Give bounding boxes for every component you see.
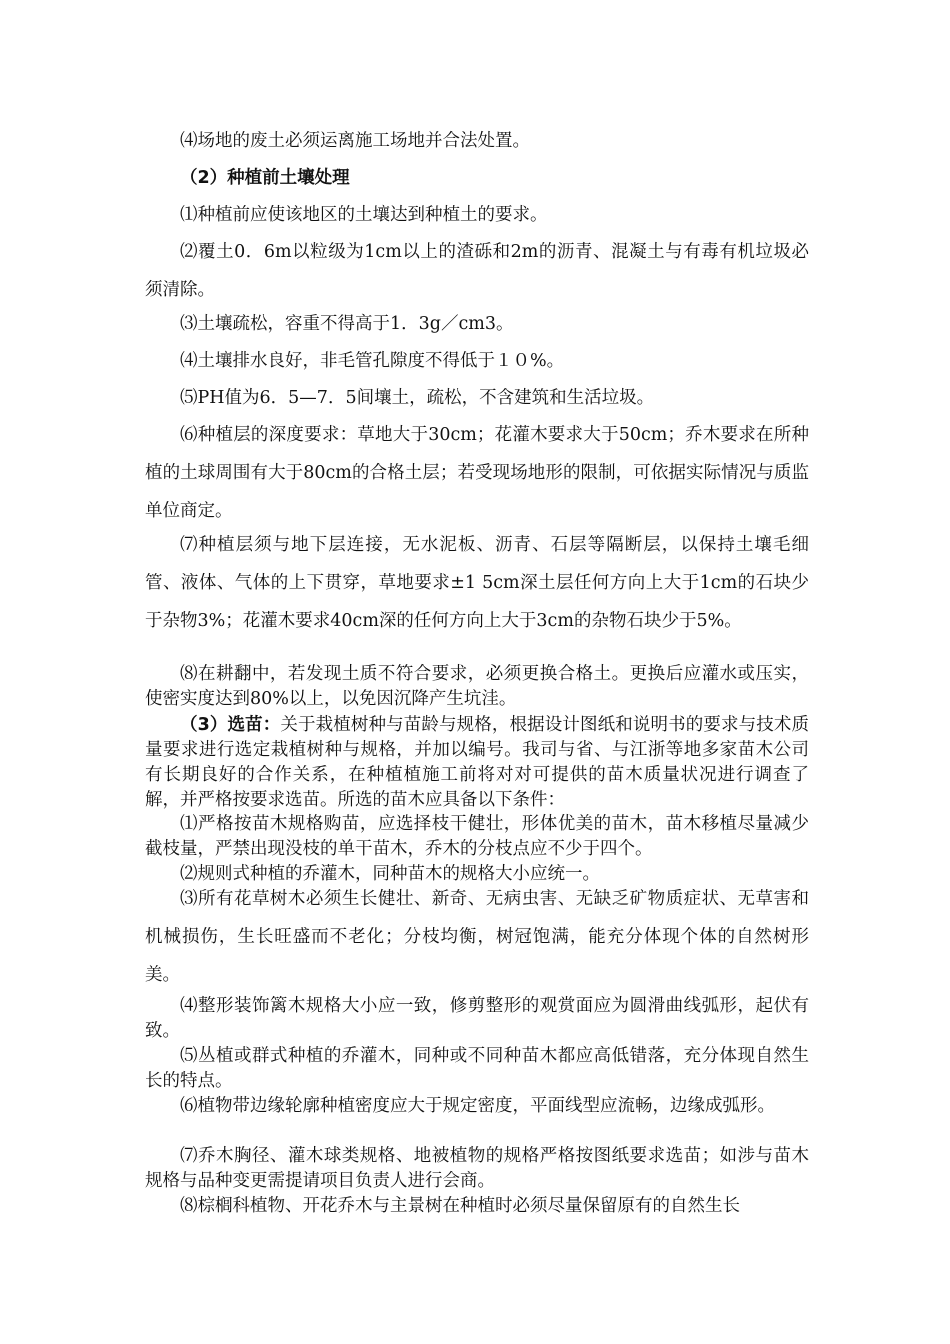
paragraph-planting-layer: ⑺种植层须与地下层连接，无水泥板、沥青、石层等隔断层，以保持土壤毛细管、液体、气体的上下贯穿，草地要求±1 5cm深土层任何方向上大于1cm的石块少于杂物3%；花灌木要求40cm深的任何方向上大于3cm的杂物石块少于5%。 <box>145 535 809 631</box>
paragraph-cluster-planting: ⑸丛植或群式种植的乔灌木，同种或不同种苗木都应高低错落，充分体现自然生长的特点。 <box>145 1046 809 1091</box>
paragraph-soil-requirement: ⑴种植前应使该地区的土壤达到种植土的要求。 <box>180 205 548 225</box>
paragraph-palm-trees: ⑻棕榈科植物、开花乔木与主景树在种植时必须尽量保留原有的自然生长 <box>180 1196 740 1216</box>
seedling-selection-text: 关于栽植树种与苗龄与规格，根据设计图纸和说明书的要求与技术质量要求进行选定栽植树种与规格，并加以编号。我司与省、与江浙等地多家苗木公司有长期良好的合作关系，在种植植施工前将对对可提供的苗木质量状况进行调查了解，并严格按要求选苗。所选的苗木应具备以下条件： <box>145 715 809 810</box>
section-heading-soil-treatment: （2）种植前土壤处理 <box>180 168 350 188</box>
section-heading-seedling-selection: （3）选苗： <box>180 715 281 735</box>
paragraph-soil-density: ⑶土壤疏松，容重不得高于1．3g／cm3。 <box>180 314 514 334</box>
section-seedling-selection <box>145 713 809 813</box>
paragraph-soil-ph: ⑸PH值为6．5—7．5间壤土，疏松，不含建筑和生活垃圾。 <box>180 388 655 408</box>
paragraph-waste-soil: ⑷场地的废土必须运离施工场地并合法处置。 <box>180 131 530 151</box>
paragraph-soil-drainage: ⑷土壤排水良好，非毛管孔隙度不得低于１０%。 <box>180 351 565 371</box>
paragraph-topsoil-clearing: ⑵覆土0．6m以粒级为1cm以上的渣砾和2m的沥青、混凝土与有毒有机垃圾必须清除。 <box>145 242 809 300</box>
paragraph-uniform-spec: ⑵规则式种植的乔灌木，同种苗木的规格大小应统一。 <box>180 864 600 884</box>
paragraph-planting-depth: ⑹种植层的深度要求：草地大于30cm；花灌木要求大于50cm；乔木要求在所种植的土球周围有大于80cm的合格土层；若受现场地形的限制，可依据实际情况与质监单位商定。 <box>145 425 809 521</box>
paragraph-border-density: ⑹植物带边缘轮廓种植密度应大于规定密度，平面线型应流畅，边缘成弧形。 <box>180 1096 775 1116</box>
paragraph-tree-spec: ⑺乔木胸径、灌木球类规格、地被植物的规格严格按图纸要求选苗；如涉与苗木规格与品种变更需提请项目负责人进行会商。 <box>145 1146 809 1191</box>
paragraph-soil-replacement: ⑻在耕翻中，若发现土质不符合要求，必须更换合格土。更换后应灌水或压实，使密实度达到80%以上，以免因沉降产生坑洼。 <box>145 664 809 709</box>
paragraph-hedge-shaping: ⑷整形装饰篱木规格大小应一致，修剪整形的观赏面应为圆滑曲线弧形，起伏有致。 <box>145 996 809 1041</box>
paragraph-seedling-spec: ⑴严格按苗木规格购苗，应选择枝干健壮，形体优美的苗木，苗木移植尽量减少截枝量，严禁出现没枝的单干苗木，乔木的分枝点应不少于四个。 <box>145 814 809 859</box>
paragraph-healthy-plants: ⑶所有花草树木必须生长健壮、新奇、无病虫害、无缺乏矿物质症状、无草害和机械损伤，生长旺盛而不老化；分枝均衡，树冠饱满，能充分体现个体的自然树形美。 <box>145 889 809 985</box>
